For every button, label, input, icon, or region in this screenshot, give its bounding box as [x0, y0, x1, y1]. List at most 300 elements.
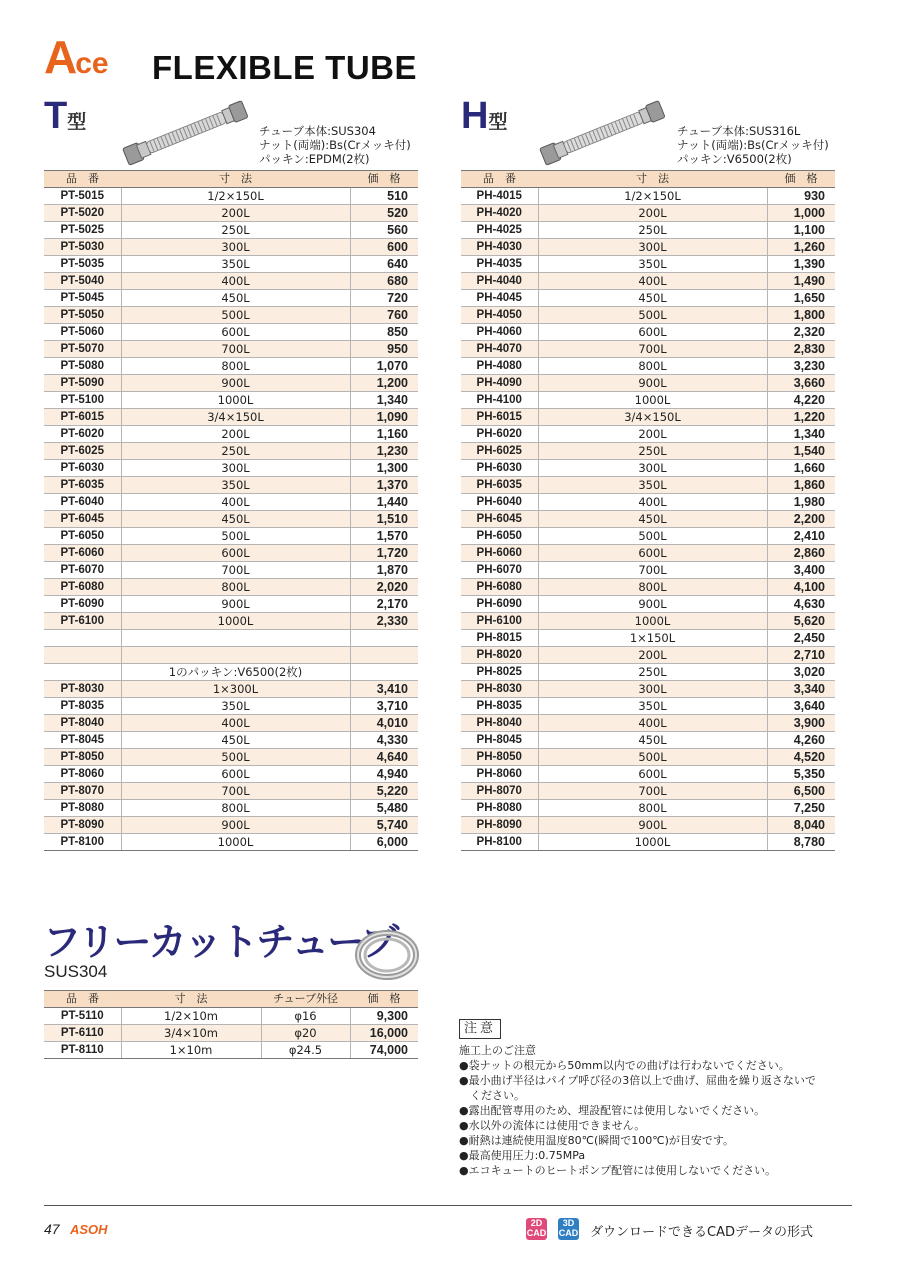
- table-cell-size: 600L: [538, 324, 767, 341]
- table-cell-size: 800L: [121, 800, 350, 817]
- table-cell-size: 1/2×150L: [121, 188, 350, 205]
- table-cell-code: PH-8035: [461, 698, 538, 715]
- table-cell-price: 9,300: [350, 1008, 418, 1025]
- t-type-letter: T: [44, 95, 68, 137]
- table-cell-code: [44, 664, 121, 681]
- t-type-heading: [44, 96, 86, 143]
- table-cell-code: PT-6015: [44, 409, 121, 426]
- table-cell-size: 1×10m: [121, 1042, 261, 1059]
- t-type-suffix: 型: [67, 112, 87, 133]
- table-cell-size: 300L: [538, 460, 767, 477]
- table-cell-price: 850: [350, 324, 418, 341]
- table-cell-code: PH-8050: [461, 749, 538, 766]
- table-cell-price: 1,100: [767, 222, 835, 239]
- table-cell-price: 640: [350, 256, 418, 273]
- cad-caption: ダウンロードできるCADデータの形式: [590, 1225, 813, 1240]
- table-cell-size: 300L: [538, 239, 767, 256]
- table-cell-price: 2,410: [767, 528, 835, 545]
- table-cell-price: 2,830: [767, 341, 835, 358]
- table-row: [44, 698, 418, 715]
- table-cell-size: 900L: [121, 817, 350, 834]
- table-cell-size: [121, 647, 350, 664]
- footer-divider: [44, 1205, 852, 1206]
- coiled-tube-image: [354, 928, 420, 982]
- table-cell-code: PT-6030: [44, 460, 121, 477]
- free-cut-title: フリーカットチューブ: [43, 920, 398, 964]
- table-cell-code: PH-6020: [461, 426, 538, 443]
- note-item: ●水以外の流体には使用できません。: [459, 1119, 646, 1132]
- table-cell-code: PT-8050: [44, 749, 121, 766]
- table-cell-code: PT-8080: [44, 800, 121, 817]
- table-cell-price: 760: [350, 307, 418, 324]
- free-cut-subtitle: SUS304: [44, 962, 108, 981]
- h-spec-line: パッキン:V6500(2枚): [677, 152, 792, 166]
- table-row: [44, 443, 418, 460]
- table-row: [461, 256, 835, 273]
- cad-2d-icon-bottom: CAD: [526, 1228, 547, 1238]
- column-header-size: 寸 法: [121, 991, 261, 1008]
- table-cell-code: PT-8090: [44, 817, 121, 834]
- table-row: [461, 324, 835, 341]
- table-cell-price: 1,870: [350, 562, 418, 579]
- table-cell-price: 560: [350, 222, 418, 239]
- table-cell-code: PT-6020: [44, 426, 121, 443]
- table-cell-price: 1,230: [350, 443, 418, 460]
- table-row: [461, 698, 835, 715]
- table-cell-price: 1,160: [350, 426, 418, 443]
- table-cell-price: 3,660: [767, 375, 835, 392]
- table-cell-size: 450L: [538, 511, 767, 528]
- table-cell-price: 4,220: [767, 392, 835, 409]
- table-cell-price: 3,340: [767, 681, 835, 698]
- table-cell-price: 1,370: [350, 477, 418, 494]
- table-cell-code: PH-6045: [461, 511, 538, 528]
- table-cell-price: 1,260: [767, 239, 835, 256]
- table-cell-size: 600L: [121, 766, 350, 783]
- table-cell-size: 450L: [538, 732, 767, 749]
- table-cell-size: 450L: [538, 290, 767, 307]
- table-cell-price: 1,090: [350, 409, 418, 426]
- table-cell-code: PH-4035: [461, 256, 538, 273]
- table-cell-code: PH-6100: [461, 613, 538, 630]
- table-cell-price: 7,250: [767, 800, 835, 817]
- table-cell-code: PT-8110: [44, 1042, 121, 1059]
- table-cell-size: 250L: [121, 222, 350, 239]
- table-cell-size: 350L: [121, 698, 350, 715]
- table-cell-price: 2,320: [767, 324, 835, 341]
- column-header-size: 寸 法: [121, 171, 350, 188]
- table-cell-code: PH-6060: [461, 545, 538, 562]
- table-cell-size: 800L: [121, 579, 350, 596]
- column-header-size: 寸 法: [538, 171, 767, 188]
- table-cell-size: 350L: [538, 698, 767, 715]
- table-cell-price: 4,640: [350, 749, 418, 766]
- table-cell-code: PT-6080: [44, 579, 121, 596]
- table-cell-size: 450L: [121, 732, 350, 749]
- table-row: [44, 817, 418, 834]
- table-row: [44, 647, 418, 664]
- table-cell-price: 1,980: [767, 494, 835, 511]
- table-row: [461, 783, 835, 800]
- table-cell-price: 5,620: [767, 613, 835, 630]
- footer-brand-logo: ASOH: [70, 1222, 108, 1237]
- column-header-price: 価 格: [767, 171, 835, 188]
- table-cell-code: PT-6060: [44, 545, 121, 562]
- table-cell-price: 680: [350, 273, 418, 290]
- table-cell-price: 5,740: [350, 817, 418, 834]
- cad-2d-icon-top: 2D: [530, 1218, 543, 1228]
- table-cell-size: 1×150L: [538, 630, 767, 647]
- table-cell-code: PT-6090: [44, 596, 121, 613]
- table-cell-price: 8,780: [767, 834, 835, 851]
- table-row: [44, 477, 418, 494]
- table-cell-size: 700L: [121, 562, 350, 579]
- table-cell-size: 200L: [538, 647, 767, 664]
- table-cell-price: 1,510: [350, 511, 418, 528]
- table-cell-code: PT-6035: [44, 477, 121, 494]
- table-cell-code: PH-8025: [461, 664, 538, 681]
- t-table-body: [44, 188, 418, 851]
- table-cell-code: PH-8045: [461, 732, 538, 749]
- table-cell-size: 900L: [538, 817, 767, 834]
- table-cell-price: 930: [767, 188, 835, 205]
- table-row: [44, 494, 418, 511]
- table-row: [44, 239, 418, 256]
- cad-2d-icon: [526, 1218, 547, 1240]
- table-cell-price: 74,000: [350, 1042, 418, 1059]
- table-cell-price: 3,900: [767, 715, 835, 732]
- table-cell-size: 300L: [121, 460, 350, 477]
- table-cell-code: [44, 647, 121, 664]
- table-row: [44, 426, 418, 443]
- note-item: ●エコキュートのヒートポンプ配管には使用しないでください。: [459, 1164, 777, 1177]
- table-row: [44, 460, 418, 477]
- table-row: [461, 766, 835, 783]
- table-cell-size: 400L: [121, 273, 350, 290]
- table-cell-size: 700L: [538, 562, 767, 579]
- table-cell-size: 1000L: [121, 834, 350, 851]
- table-cell-size: 800L: [538, 579, 767, 596]
- table-cell-code: PH-6080: [461, 579, 538, 596]
- table-cell-code: PH-8080: [461, 800, 538, 817]
- table-row: [461, 511, 835, 528]
- table-row: [44, 783, 418, 800]
- table-cell-price: 1,490: [767, 273, 835, 290]
- table-row: [44, 256, 418, 273]
- table-row: [461, 528, 835, 545]
- ace-logo: [44, 31, 109, 87]
- table-row: [44, 307, 418, 324]
- table-cell-size: 300L: [121, 239, 350, 256]
- note-item: ●最高使用圧力:0.75MPa: [459, 1149, 586, 1162]
- table-cell-size: 200L: [538, 205, 767, 222]
- page-title: FLEXIBLE TUBE: [152, 49, 418, 86]
- table-cell-size: 700L: [538, 341, 767, 358]
- table-row: [44, 511, 418, 528]
- table-cell-code: PT-5080: [44, 358, 121, 375]
- table-row: [44, 596, 418, 613]
- table-row: [461, 341, 835, 358]
- table-row: [44, 324, 418, 341]
- table-cell-price: 2,710: [767, 647, 835, 664]
- table-cell-price: 1,300: [350, 460, 418, 477]
- table-cell-code: PH-6070: [461, 562, 538, 579]
- table-cell-code: PH-8040: [461, 715, 538, 732]
- table-row: [44, 290, 418, 307]
- table-cell-price: 1,570: [350, 528, 418, 545]
- table-cell-price: 4,010: [350, 715, 418, 732]
- table-cell-size: 1×300L: [121, 681, 350, 698]
- table-cell-code: PH-8100: [461, 834, 538, 851]
- flexible-tube-t-image: [115, 97, 255, 167]
- table-cell-price: 16,000: [350, 1025, 418, 1042]
- table-row: [44, 749, 418, 766]
- table-cell-price: 3,410: [350, 681, 418, 698]
- h-spec-line: チューブ本体:SUS316L: [677, 124, 801, 138]
- table-cell-size: 450L: [121, 511, 350, 528]
- table-row: [461, 205, 835, 222]
- t-spec-line: パッキン:EPDM(2枚): [259, 152, 370, 166]
- table-cell-code: PH-6050: [461, 528, 538, 545]
- table-cell-size: 600L: [121, 545, 350, 562]
- table-cell-size: 900L: [121, 596, 350, 613]
- table-cell-size: 400L: [121, 715, 350, 732]
- table-row: [461, 834, 835, 851]
- notes-intro: 施工上のご注意: [459, 1044, 536, 1057]
- table-cell-code: PT-8040: [44, 715, 121, 732]
- table-cell-price: 2,330: [350, 613, 418, 630]
- table-row: [44, 766, 418, 783]
- table-cell-size: 1000L: [121, 392, 350, 409]
- table-cell-size: φ24.5: [261, 1042, 350, 1059]
- table-row: [44, 664, 418, 681]
- table-row: [461, 596, 835, 613]
- table-cell-price: 2,200: [767, 511, 835, 528]
- column-header-code: 品 番: [44, 991, 121, 1008]
- table-cell-price: 1,340: [767, 426, 835, 443]
- table-cell-size: 3/4×150L: [538, 409, 767, 426]
- table-row: [44, 715, 418, 732]
- table-row: [44, 834, 418, 851]
- table-row: [44, 528, 418, 545]
- table-cell-size: φ20: [261, 1025, 350, 1042]
- table-row: [461, 715, 835, 732]
- table-row: [44, 681, 418, 698]
- table-cell-code: PH-6015: [461, 409, 538, 426]
- table-row: [461, 477, 835, 494]
- table-cell-size: 1000L: [121, 613, 350, 630]
- table-row: [461, 749, 835, 766]
- table-cell-size: 250L: [121, 443, 350, 460]
- table-cell-price: 1,000: [767, 205, 835, 222]
- table-cell-size: 400L: [538, 273, 767, 290]
- table-cell-price: 5,350: [767, 766, 835, 783]
- table-cell-code: PH-4040: [461, 273, 538, 290]
- table-cell-size: 350L: [121, 256, 350, 273]
- table-cell-size: 1000L: [538, 392, 767, 409]
- table-cell-code: PH-8060: [461, 766, 538, 783]
- h-type-price-table: [461, 170, 835, 851]
- table-row: [44, 579, 418, 596]
- table-cell-price: [350, 647, 418, 664]
- table-cell-price: 520: [350, 205, 418, 222]
- table-cell-code: PT-5110: [44, 1008, 121, 1025]
- column-header-code: 品 番: [461, 171, 538, 188]
- h-type-suffix: 型: [488, 112, 508, 133]
- table-cell-size: 200L: [538, 426, 767, 443]
- table-row: [461, 613, 835, 630]
- table-cell-code: PH-4080: [461, 358, 538, 375]
- table-cell-code: PH-4090: [461, 375, 538, 392]
- flexible-tube-h-image: [532, 97, 672, 167]
- table-cell-price: 1,220: [767, 409, 835, 426]
- table-row: [461, 817, 835, 834]
- table-cell-code: PT-5030: [44, 239, 121, 256]
- table-cell-code: PT-5045: [44, 290, 121, 307]
- table-cell-size: 700L: [538, 783, 767, 800]
- table-cell-code: PT-8030: [44, 681, 121, 698]
- table-cell-size: 350L: [538, 256, 767, 273]
- table-row: [44, 341, 418, 358]
- table-row: [44, 409, 418, 426]
- table-cell-price: 4,520: [767, 749, 835, 766]
- table-cell-size: 500L: [538, 528, 767, 545]
- table-row: [461, 545, 835, 562]
- table-row: [461, 409, 835, 426]
- table-cell-price: 3,710: [350, 698, 418, 715]
- table-cell-price: 5,480: [350, 800, 418, 817]
- table-cell-size: 500L: [538, 749, 767, 766]
- table-cell-code: PT-5015: [44, 188, 121, 205]
- table-cell-code: PH-8070: [461, 783, 538, 800]
- table-cell-size: 1/2×10m: [121, 1008, 261, 1025]
- t-spec-line: ナット(両端):Bs(Crメッキ付): [259, 138, 411, 152]
- table-cell-price: 720: [350, 290, 418, 307]
- table-cell-price: 950: [350, 341, 418, 358]
- table-cell-size: φ16: [261, 1008, 350, 1025]
- table-row: [44, 545, 418, 562]
- table-cell-price: 4,100: [767, 579, 835, 596]
- column-header-price: 価 格: [350, 991, 418, 1008]
- table-cell-code: PH-4100: [461, 392, 538, 409]
- table-cell-code: PH-4030: [461, 239, 538, 256]
- table-cell-size: 800L: [538, 358, 767, 375]
- h-spec-block: [677, 124, 829, 166]
- table-cell-code: PT-5060: [44, 324, 121, 341]
- table-row: [461, 681, 835, 698]
- table-cell-code: PH-8015: [461, 630, 538, 647]
- t-spec-block: [259, 124, 411, 166]
- table-row: [461, 188, 835, 205]
- table-cell-size: 500L: [121, 528, 350, 545]
- note-item: ●耐熱は連続使用温度80℃(瞬間で100℃)が目安です。: [459, 1134, 734, 1147]
- table-cell-price: 8,040: [767, 817, 835, 834]
- table-cell-code: PT-5100: [44, 392, 121, 409]
- table-cell-price: 2,450: [767, 630, 835, 647]
- page-number: 47: [44, 1221, 60, 1237]
- table-cell-price: 5,220: [350, 783, 418, 800]
- table-cell-code: PT-8060: [44, 766, 121, 783]
- table-cell-size: 700L: [121, 783, 350, 800]
- table-cell-price: 2,860: [767, 545, 835, 562]
- table-cell-size: 600L: [121, 324, 350, 341]
- table-cell-price: 4,260: [767, 732, 835, 749]
- table-cell-price: 1,660: [767, 460, 835, 477]
- table-row: [44, 1025, 418, 1042]
- table-cell-code: PH-6035: [461, 477, 538, 494]
- table-cell-code: PH-4025: [461, 222, 538, 239]
- table-row: [44, 613, 418, 630]
- table-row: [44, 205, 418, 222]
- table-cell-size: 250L: [538, 222, 767, 239]
- table-cell-code: PT-8045: [44, 732, 121, 749]
- table-cell-price: 600: [350, 239, 418, 256]
- logo-letters-ce: ce: [75, 47, 109, 80]
- table-row: [461, 273, 835, 290]
- cad-3d-icon-bottom: CAD: [558, 1228, 579, 1238]
- table-row: [44, 1042, 418, 1059]
- table-cell-price: 1,390: [767, 256, 835, 273]
- table-cell-size: 500L: [538, 307, 767, 324]
- table-row: [461, 562, 835, 579]
- table-cell-size: 1000L: [538, 613, 767, 630]
- table-cell-size: 400L: [538, 494, 767, 511]
- table-cell-size: 600L: [538, 766, 767, 783]
- table-cell-price: 2,020: [350, 579, 418, 596]
- table-cell-code: PT-6050: [44, 528, 121, 545]
- table-cell-size: 1のパッキン:V6500(2枚): [121, 664, 350, 681]
- note-item: ●露出配管専用のため、埋設配管には使用しないでください。: [459, 1104, 766, 1117]
- table-row: [44, 358, 418, 375]
- table-cell-size: 500L: [121, 749, 350, 766]
- notes-list: [459, 1058, 816, 1178]
- table-cell-size: 200L: [121, 205, 350, 222]
- table-cell-size: 600L: [538, 545, 767, 562]
- table-row: [44, 630, 418, 647]
- table-row: [44, 800, 418, 817]
- table-cell-price: 1,070: [350, 358, 418, 375]
- table-row: [461, 239, 835, 256]
- table-row: [44, 392, 418, 409]
- table-cell-code: PT-5025: [44, 222, 121, 239]
- table-cell-price: 6,000: [350, 834, 418, 851]
- table-cell-code: PH-4060: [461, 324, 538, 341]
- table-row: [461, 307, 835, 324]
- table-row: [461, 426, 835, 443]
- table-cell-price: [350, 630, 418, 647]
- table-cell-size: 300L: [538, 681, 767, 698]
- table-cell-size: 1/2×150L: [538, 188, 767, 205]
- t-spec-line: チューブ本体:SUS304: [259, 124, 376, 138]
- table-cell-price: 1,800: [767, 307, 835, 324]
- column-header-price: 価 格: [350, 171, 418, 188]
- table-cell-size: 450L: [121, 290, 350, 307]
- note-item: ください。: [459, 1089, 525, 1102]
- table-cell-code: PT-8100: [44, 834, 121, 851]
- table-cell-price: [350, 664, 418, 681]
- table-cell-code: PH-6090: [461, 596, 538, 613]
- table-row: [461, 443, 835, 460]
- table-row: [461, 664, 835, 681]
- table-cell-size: 800L: [538, 800, 767, 817]
- table-cell-size: 1000L: [538, 834, 767, 851]
- logo-letter-a: A: [44, 31, 76, 83]
- h-table-body: [461, 188, 835, 851]
- table-row: [461, 494, 835, 511]
- table-cell-size: [121, 630, 350, 647]
- table-cell-code: PH-6040: [461, 494, 538, 511]
- table-cell-size: 350L: [121, 477, 350, 494]
